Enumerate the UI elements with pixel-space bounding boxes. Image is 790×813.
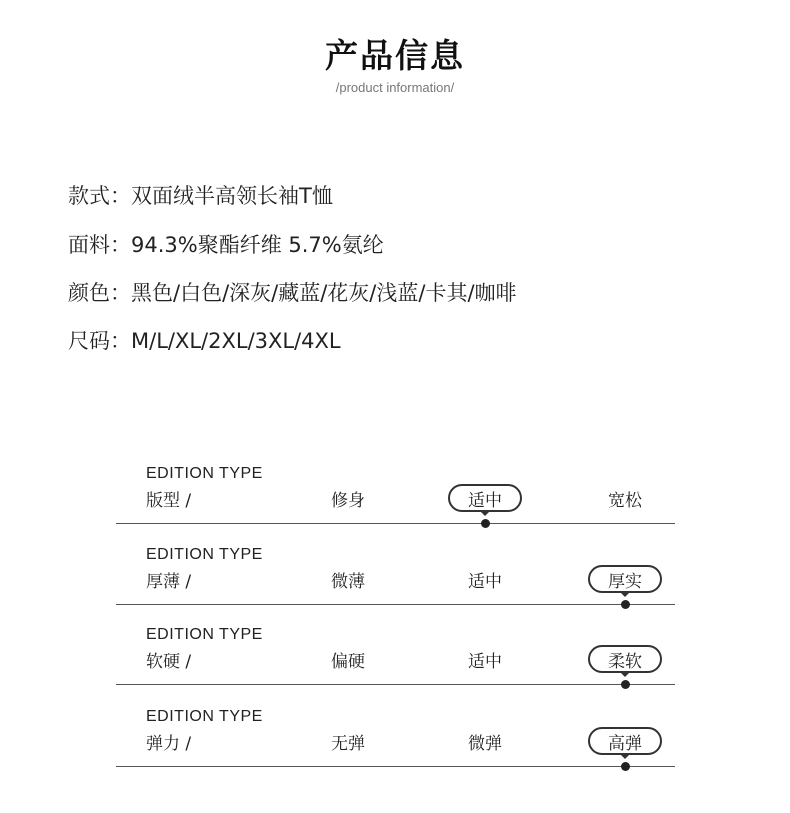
line	[116, 766, 675, 767]
line	[116, 684, 675, 685]
attribute-name: 厚薄 /	[146, 572, 192, 592]
attribute-row-fit	[116, 446, 675, 524]
option-no-stretch: 无弹	[331, 734, 365, 754]
attribute-row-softness	[116, 607, 675, 685]
option-high-stretch: 高弹	[608, 734, 642, 754]
spec-value: 双面绒半高领长袖T恤	[131, 184, 333, 208]
attribute-type-en: EDITION TYPE	[146, 708, 263, 725]
attribute-name: 软硬 /	[146, 652, 192, 672]
spec-value: 黑色/白色/深灰/藏蓝/花灰/浅蓝/卡其/咖啡	[131, 281, 517, 305]
spec-size	[68, 325, 341, 355]
page-title: 产品信息	[325, 36, 465, 75]
option-slim: 修身	[331, 491, 365, 511]
option-slight-stretch: 微弹	[468, 734, 502, 754]
attribute-name: 弹力 /	[146, 734, 192, 754]
attribute-name: 版型 /	[146, 491, 192, 511]
option-regular: 适中	[468, 572, 502, 592]
option-thin: 微薄	[331, 572, 365, 592]
line	[116, 604, 675, 605]
selected-dot	[621, 762, 630, 771]
selected-dot	[621, 680, 630, 689]
option-regular: 适中	[468, 652, 502, 672]
option-soft: 柔软	[608, 652, 642, 672]
attribute-type-en: EDITION TYPE	[146, 626, 263, 643]
page-subtitle: /product information/	[335, 80, 455, 95]
attribute-row-thickness	[116, 527, 675, 605]
spec-color	[68, 277, 517, 307]
spec-label: 颜色：	[68, 281, 131, 305]
line	[116, 523, 675, 524]
option-regular: 适中	[468, 491, 502, 511]
spec-style	[68, 180, 333, 210]
attribute-row-elasticity	[116, 689, 675, 767]
spec-value: 94.3%聚酯纤维 5.7%氨纶	[131, 233, 384, 257]
option-thick: 厚实	[608, 572, 642, 592]
attribute-type-en: EDITION TYPE	[146, 465, 263, 482]
spec-label: 尺码：	[68, 329, 131, 353]
spec-label: 款式：	[68, 184, 131, 208]
spec-value: M/L/XL/2XL/3XL/4XL	[131, 329, 341, 353]
spec-label: 面料：	[68, 233, 131, 257]
spec-fabric	[68, 229, 384, 259]
attribute-type-en: EDITION TYPE	[146, 546, 263, 563]
option-loose: 宽松	[608, 491, 642, 511]
option-stiff: 偏硬	[331, 652, 365, 672]
